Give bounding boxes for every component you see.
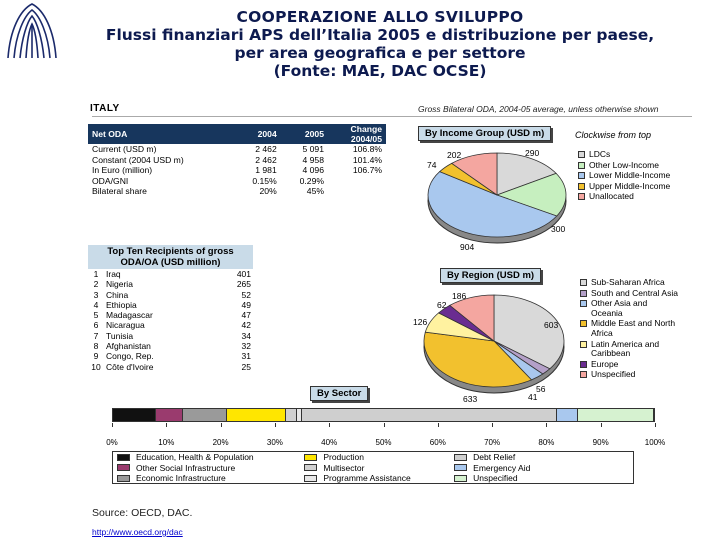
legend-swatch (117, 475, 130, 482)
cell-2004: 2 462 (255, 144, 277, 154)
recipient-country: Congo, Rep. (106, 351, 154, 362)
legend-label: Multisector (323, 462, 365, 473)
row-label: Constant (2004 USD m) (92, 154, 184, 165)
cell-2004: 1 981 (255, 165, 277, 175)
recipient-country: Côte d'Ivoire (106, 361, 154, 372)
cell-change: 106.8% (352, 144, 382, 154)
legend-item (580, 289, 680, 299)
axis-tick (546, 423, 547, 427)
legend-item (578, 171, 678, 181)
legend-item (117, 452, 304, 463)
legend-swatch (580, 361, 587, 368)
region-label-e: 56 (536, 384, 546, 394)
axis-tick-label: 0% (106, 438, 118, 447)
legend-item (578, 150, 678, 160)
axis-tick-label: 40% (321, 438, 338, 447)
legend-label: Education, Health & Population (136, 452, 254, 463)
legend-label: Middle East and North Africa (591, 318, 676, 338)
recipient-rank: 2 (93, 279, 99, 290)
recipient-rank: 9 (93, 351, 99, 362)
top-ten-title: Top Ten Recipients of gross ODA/OA (USD million) (88, 245, 253, 269)
region-legend (580, 278, 680, 381)
recipient-rank: 5 (93, 310, 99, 321)
recipient-country: Madagascar (106, 310, 153, 321)
legend-label: Emergency Aid (473, 462, 531, 473)
row-label: Current (USD m) (92, 144, 157, 154)
axis-tick-label: 50% (375, 438, 392, 447)
axis-tick (384, 423, 385, 427)
axis-tick-label: 80% (538, 438, 555, 447)
oda-header-label: Net ODA (88, 124, 234, 144)
region-label-c: 126 (413, 317, 428, 327)
legend-item (454, 463, 629, 474)
legend-label: LDCs (589, 149, 611, 159)
axis-tick-label: 60% (429, 438, 446, 447)
income-label-e: 904 (460, 242, 475, 252)
page-title (40, 8, 720, 80)
recipient-country: Ethiopia (106, 299, 137, 310)
legend-item (578, 192, 678, 202)
cell-2005: 4 096 (302, 165, 324, 175)
recipient-rank: 8 (93, 341, 99, 352)
title-line-1: COOPERAZIONE ALLO SVILUPPO (236, 8, 524, 26)
axis-tick (438, 423, 439, 427)
axis-tick-label: 30% (266, 438, 283, 447)
legend-swatch (578, 162, 585, 169)
axis-tick (329, 423, 330, 427)
legend-item (580, 360, 680, 370)
recipient-country: Nigeria (106, 279, 133, 290)
legend-swatch (578, 151, 585, 158)
recipient-value: 42 (241, 320, 251, 331)
legend-item (580, 319, 680, 338)
oda-header-change: Change 2004/05 (328, 124, 386, 144)
table-row (88, 165, 386, 176)
legend-item (304, 463, 454, 474)
legend-item (580, 370, 680, 380)
recipient-country: Nicaragua (106, 320, 145, 331)
list-item (88, 290, 253, 300)
axis-tick-label: 90% (592, 438, 609, 447)
recipient-country: Tunisia (106, 330, 134, 341)
legend-item (117, 463, 304, 474)
legend-label: Other Social Infrastructure (136, 462, 236, 473)
region-label-a: 186 (452, 291, 467, 301)
region-label-d: 603 (544, 320, 559, 330)
legend-swatch (117, 454, 130, 461)
cell-change: 101.4% (352, 154, 382, 165)
legend-label: Lower Middle-Income (589, 170, 671, 181)
top-ten-recipients (88, 245, 253, 372)
oda-header-row (88, 124, 386, 144)
region-label-g: 633 (463, 394, 478, 404)
cell-change: 106.7% (352, 165, 382, 175)
income-label-d: 300 (551, 224, 566, 234)
net-oda-table (88, 124, 386, 197)
recipient-value: 32 (241, 341, 251, 352)
recipient-value: 52 (241, 289, 251, 300)
legend-swatch (304, 454, 317, 461)
legend-swatch (454, 475, 467, 482)
legend-item (580, 340, 680, 359)
legend-item (454, 473, 629, 484)
recipient-value: 401 (236, 269, 251, 279)
list-item (88, 320, 253, 330)
list-item (88, 310, 253, 320)
clockwise-note: Clockwise from top (575, 130, 652, 140)
legend-item (578, 182, 678, 192)
legend-label: Other Low-Income (589, 159, 659, 170)
axis-tick-label: 70% (484, 438, 501, 447)
legend-label: Programme Assistance (323, 473, 411, 484)
sector-segment-emergency-aid (557, 409, 579, 421)
recipient-rank: 10 (91, 361, 101, 372)
legend-swatch (578, 183, 585, 190)
sector-stacked-bar (112, 408, 655, 422)
recipient-value: 265 (236, 279, 251, 290)
legend-label: Economic Infrastructure (136, 473, 226, 484)
income-chart-title: By Income Group (USD m) (418, 126, 551, 141)
table-row (88, 144, 386, 155)
list-item (88, 351, 253, 361)
list-item (88, 362, 253, 372)
axis-tick (112, 423, 113, 427)
legend-swatch (580, 279, 587, 286)
row-label: Bilateral share (92, 186, 147, 196)
title-line-2: Flussi finanziari APS dell’Italia 2005 e distribuzione per paese, (105, 26, 655, 44)
income-legend (578, 150, 678, 203)
sector-segment-production (227, 409, 287, 421)
region-label-f: 41 (528, 392, 538, 402)
income-label-b: 290 (525, 148, 540, 158)
legend-label: South and Central Asia (591, 287, 678, 298)
income-pie-chart (424, 148, 570, 248)
cell-change (328, 176, 386, 187)
divider (92, 116, 692, 117)
legend-item (580, 278, 680, 288)
cell-2004: 20% (259, 186, 277, 196)
legend-label: Latin America and Caribbean (591, 338, 660, 359)
income-label-a: 202 (447, 150, 462, 160)
legend-swatch (454, 454, 467, 461)
legend-item (117, 473, 304, 484)
title-line-4: (Fonte: MAE, DAC OCSE) (273, 62, 487, 80)
recipient-country: Iraq (106, 269, 121, 279)
legend-item (454, 452, 629, 463)
legend-swatch (117, 464, 130, 471)
recipient-country: Afghanistan (106, 341, 151, 352)
recipient-rank: 6 (93, 320, 99, 331)
legend-swatch (580, 371, 587, 378)
recipient-country: China (106, 289, 129, 300)
cell-2004: 0.15% (252, 175, 277, 186)
cell-change (328, 186, 386, 197)
legend-swatch (580, 300, 587, 307)
legend-label: Europe (591, 358, 619, 369)
sector-segment-economic-infrastructure (183, 409, 226, 421)
recipient-value: 47 (241, 310, 251, 321)
sector-segment-education-health-population (113, 409, 156, 421)
list-item (88, 300, 253, 310)
axis-tick-label: 20% (212, 438, 229, 447)
legend-swatch (580, 341, 587, 348)
axis-tick (166, 423, 167, 427)
region-chart-title: By Region (USD m) (440, 268, 541, 283)
legend-label: Unspecified (591, 369, 636, 380)
axis-tick (601, 423, 602, 427)
legend-label: Unspecified (473, 473, 518, 484)
legend-label: Other Asia and Oceania (591, 298, 648, 318)
list-item (88, 331, 253, 341)
recipient-value: 25 (241, 361, 251, 372)
legend-swatch (580, 320, 587, 327)
recipient-value: 31 (241, 351, 251, 362)
axis-tick (655, 423, 656, 427)
legend-label: Unallocated (589, 191, 634, 202)
cell-2005: 4 958 (302, 154, 324, 165)
legend-swatch (578, 172, 585, 179)
list-item (88, 341, 253, 351)
recipient-rank: 7 (93, 330, 99, 341)
country-label: ITALY (90, 103, 120, 114)
source-text: Source: OECD, DAC. (92, 507, 193, 519)
sector-segment-other-social-infrastructure (156, 409, 183, 421)
list-item (88, 269, 253, 279)
table-row (88, 176, 386, 187)
axis-tick-label: 100% (644, 438, 666, 447)
average-note: Gross Bilateral ODA, 2004-05 average, unless otherwise shown (418, 104, 659, 114)
legend-item (578, 161, 678, 171)
legend-item (304, 473, 454, 484)
table-row (88, 186, 386, 197)
axis-tick (492, 423, 493, 427)
cell-2005: 45% (306, 186, 324, 196)
region-label-b: 62 (437, 300, 447, 310)
list-item (88, 279, 253, 289)
axis-tick-label: 10% (158, 438, 175, 447)
sector-chart-title: By Sector (310, 386, 368, 401)
legend-swatch (454, 464, 467, 471)
row-label: ODA/GNI (92, 175, 129, 186)
axis-tick (221, 423, 222, 427)
sector-legend (112, 451, 634, 484)
sector-segment-multisector (286, 409, 297, 421)
legend-label: Debt Relief (473, 452, 516, 463)
axis-tick (275, 423, 276, 427)
oecd-link[interactable]: http://www.oecd.org/dac (92, 527, 183, 537)
legend-label: Upper Middle-Income (589, 180, 671, 191)
legend-swatch (578, 193, 585, 200)
income-label-c: 74 (427, 160, 437, 170)
sector-segment-debt-relief (302, 409, 556, 421)
legend-item (304, 452, 454, 463)
oda-header-2005: 2005 (281, 124, 328, 144)
recipient-rank: 3 (93, 289, 99, 300)
row-label: In Euro (million) (92, 165, 153, 175)
recipient-value: 49 (241, 299, 251, 310)
cell-2005: 5 091 (302, 144, 324, 154)
cell-2005: 0.29% (299, 175, 324, 186)
sector-axis (106, 423, 666, 447)
title-line-3: per area geografica e per settore (234, 44, 526, 62)
recipient-rank: 1 (93, 269, 99, 279)
sector-segment-unspecified (578, 409, 654, 421)
legend-item (580, 299, 680, 318)
legend-label: Production (323, 452, 364, 463)
legend-swatch (304, 475, 317, 482)
recipient-rank: 4 (93, 299, 99, 310)
oda-header-2004: 2004 (234, 124, 281, 144)
recipient-value: 34 (241, 330, 251, 341)
cell-2004: 2 462 (255, 154, 277, 165)
legend-swatch (580, 290, 587, 297)
legend-label: Sub-Saharan Africa (591, 277, 665, 287)
table-row (88, 155, 386, 166)
legend-swatch (304, 464, 317, 471)
